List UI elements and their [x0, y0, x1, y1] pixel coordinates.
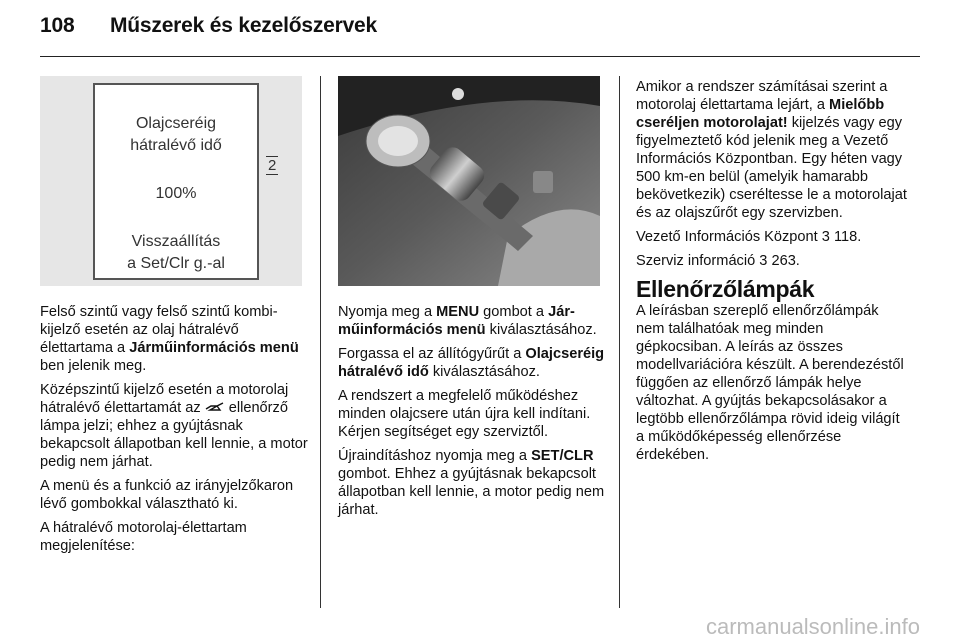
column-1: [40, 303, 308, 561]
col1-paragraph-2: Középszintű kijelző esetén a motorolaj hátralévő élettartamát az ellenőrző lámpa jelzi; ehhez a gyújtásnak bekapcsolt állapotban kell lennie, a motor pedig nem járhat.: [40, 382, 308, 470]
oil-life-display-figure: [40, 76, 302, 286]
display-line-4: a Set/Clr g.-al: [127, 255, 225, 272]
col1-paragraph-3: A menü és a funkció az irányjelzőkaron lévő gombokkal választható ki.: [40, 478, 294, 512]
display-line-3: Visszaállítás: [131, 233, 221, 250]
column-divider-1: [320, 76, 321, 608]
display-percent: 100%: [155, 185, 197, 202]
col2-paragraph-2: Forgassa el az állítógyűrűt a Olajcseréig hátralévő idő kiválasztásához.: [338, 346, 605, 380]
figure-marker: 2: [268, 157, 277, 174]
section-heading: Ellenőrzőlámpák: [636, 276, 815, 302]
cross-reference-arrow-icon: 3: [759, 253, 768, 269]
column-2: [338, 303, 606, 525]
col2-paragraph-1: Nyomja meg a MENU gombot a Jár-műinformációs menü kiválasztásához.: [338, 304, 597, 338]
lever-end-highlight: [378, 126, 418, 156]
lever-photo-figure: [338, 76, 600, 286]
header-rule: [40, 56, 920, 57]
display-line-1: Olajcseréig: [135, 115, 217, 132]
side-button: [533, 171, 553, 193]
col3-paragraph-3: Szerviz információ 3 263.: [636, 253, 800, 269]
cross-reference-arrow-icon: 3: [821, 229, 830, 245]
display-line-2: hátralévő idő: [130, 137, 222, 154]
light-reflection: [452, 88, 464, 100]
col2-paragraph-3: A rendszert a megfelelő működéshez minden olajcsere után újra kell indítani. Kérjen segítséget egy szerviztől.: [338, 388, 591, 440]
col1-paragraph-4: A hátralévő motorolaj-élettartam megjelenítése:: [40, 520, 247, 554]
column-3: [636, 78, 908, 470]
oil-lamp-icon: [205, 399, 225, 417]
col3-paragraph-4: A leírásban szereplő ellenőrzőlámpák nem találhatóak meg minden gépkocsiban. A leírás az összes modellvariációra készült. A berendezéstől függően az ellenőrző lámpák helye változhat. A gyújtás bekapcsolásakor a legtöbb ellenőrzőlámpa rövid ideig világít a működőképesség ellenőrzése érdekében.: [636, 303, 904, 463]
page-title: Műszerek és kezelőszervek: [110, 14, 378, 37]
page-header: [40, 14, 377, 38]
col3-paragraph-1: Amikor a rendszer számításai szerint a motorolaj élettartama lejárt, a Mielőbb cseréljen motorolajat! kijelzés vagy egy figyelmeztető kód jelenik meg a Vezető Információs Központban. Egy héten vagy 500 km-en belül (amelyik hamarabb bekövetkezik) cseréltesse le a motorolajat és az olajszűrőt egy szervizben.: [636, 79, 907, 221]
watermark: carmanualsonline.info: [705, 614, 920, 639]
col1-paragraph-1: Felső szintű vagy felső szintű kombi-kijelző esetén az olaj hátralévő élettartama a Járműinformációs menü ben jelenik meg.: [40, 304, 299, 374]
col2-paragraph-4: Újraindításhoz nyomja meg a SET/CLR gombot. Ehhez a gyújtásnak bekapcsolt állapotban kell lennie, a motor pedig nem járhat.: [338, 448, 605, 518]
col3-paragraph-2: Vezető Információs Központ 3 118.: [636, 229, 862, 245]
page-number: 108: [40, 14, 75, 37]
column-divider-2: [619, 76, 620, 608]
display-panel: [93, 83, 259, 280]
